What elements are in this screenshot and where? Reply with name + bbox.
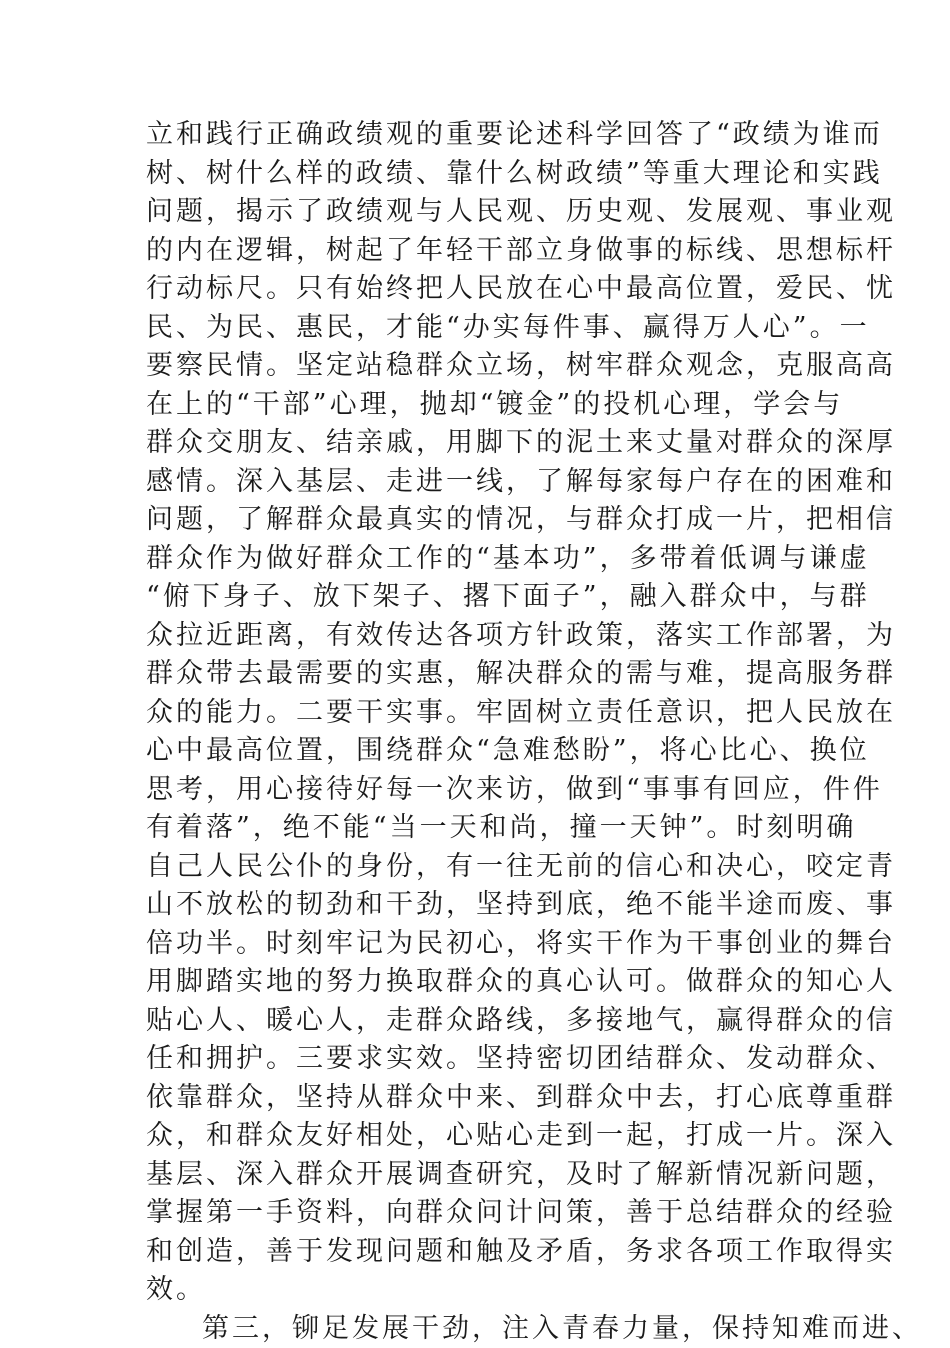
text-line: 依靠群众，坚持从群众中来、到群众中去，打心底尊重群 xyxy=(146,1079,826,1118)
text-line: 众拉近距离，有效传达各项方针政策，落实工作部署，为 xyxy=(146,617,826,656)
text-line: 的内在逻辑，树起了年轻干部立身做事的标线、思想标杆 xyxy=(146,232,826,271)
text-line: 众的能力。二要干实事。牢固树立责任意识，把人民放在 xyxy=(146,694,826,733)
text-line: 要察民情。坚定站稳群众立场，树牢群众观念，克服高高 xyxy=(146,347,826,386)
text-line: 心中最高位置，围绕群众“急难愁盼”，将心比心、换位 xyxy=(146,732,826,771)
text-line: 有着落”，绝不能“当一天和尚，撞一天钟”。时刻明确 xyxy=(146,809,826,848)
text-line: 树、树什么样的政绩、靠什么树政绩”等重大理论和实践 xyxy=(146,155,826,194)
text-line: 用脚踏实地的努力换取群众的真心认可。做群众的知心人 xyxy=(146,963,826,1002)
text-line: 自己人民公仆的身份，有一往无前的信心和决心，咬定青 xyxy=(146,848,826,887)
text-line: 群众作为做好群众工作的“基本功”，多带着低调与谦虚 xyxy=(146,540,826,579)
section-heading-line: 第三，铆足发展干劲，注入青春力量，保持知难而进、 xyxy=(146,1310,826,1348)
text-line: 任和拥护。三要求实效。坚持密切团结群众、发动群众、 xyxy=(146,1040,826,1079)
text-line: 效。 xyxy=(146,1271,826,1310)
body-text xyxy=(146,116,826,1348)
text-line: 民、为民、惠民，才能“办实每件事、赢得万人心”。一 xyxy=(146,309,826,348)
text-line: 倍功半。时刻牢记为民初心，将实干作为干事创业的舞台 xyxy=(146,925,826,964)
text-line: 问题，揭示了政绩观与人民观、历史观、发展观、事业观 xyxy=(146,193,826,232)
text-line: 思考，用心接待好每一次来访，做到“事事有回应，件件 xyxy=(146,771,826,810)
text-line: 在上的“干部”心理，抛却“镀金”的投机心理，学会与 xyxy=(146,386,826,425)
text-line: 山不放松的韧劲和干劲，坚持到底，绝不能半途而废、事 xyxy=(146,886,826,925)
text-line: 和创造，善于发现问题和触及矛盾，务求各项工作取得实 xyxy=(146,1233,826,1272)
text-line: 掌握第一手资料，向群众问计问策，善于总结群众的经验 xyxy=(146,1194,826,1233)
text-line: 问题，了解群众最真实的情况，与群众打成一片，把相信 xyxy=(146,501,826,540)
text-line: “俯下身子、放下架子、撂下面子”，融入群众中，与群 xyxy=(146,578,826,617)
text-line: 立和践行正确政绩观的重要论述科学回答了“政绩为谁而 xyxy=(146,116,826,155)
text-line: 感情。深入基层、走进一线，了解每家每户存在的困难和 xyxy=(146,463,826,502)
text-line: 群众带去最需要的实惠，解决群众的需与难，提高服务群 xyxy=(146,655,826,694)
text-line: 群众交朋友、结亲戚，用脚下的泥土来丈量对群众的深厚 xyxy=(146,424,826,463)
text-line: 众，和群众友好相处，心贴心走到一起，打成一片。深入 xyxy=(146,1117,826,1156)
text-line: 贴心人、暖心人，走群众路线，多接地气，赢得群众的信 xyxy=(146,1002,826,1041)
text-line: 行动标尺。只有始终把人民放在心中最高位置，爱民、忧 xyxy=(146,270,826,309)
text-line: 基层、深入群众开展调查研究，及时了解新情况新问题， xyxy=(146,1156,826,1195)
